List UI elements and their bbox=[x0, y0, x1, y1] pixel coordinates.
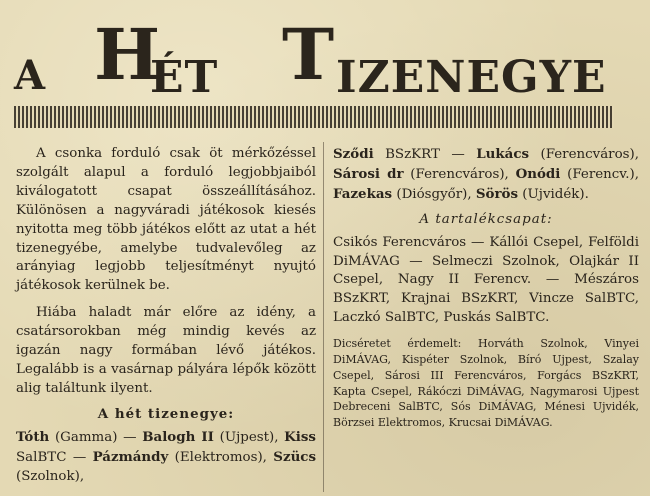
player-name: Pázmándy bbox=[92, 448, 169, 465]
reserve-team-paragraph: Csikós Ferencváros — Kállói Csepel, Felföldi DiMÁVAG — Selmeczi Szolnok, Olajkár II Csepel, Nagy II Ferencv. — Mészáros BSzKRT, Krajnai BSzKRT, Vincze SalBTC, Laczkó SalBTC, Puskás SalBTC. bbox=[333, 234, 639, 326]
separator: — bbox=[123, 429, 137, 445]
player-name: Kiss bbox=[284, 428, 316, 445]
player-club: (Ujpest), bbox=[219, 429, 279, 445]
player-club: (Diósgyőr), bbox=[396, 186, 472, 202]
separator: — bbox=[451, 147, 465, 162]
second-paragraph: Hiába haladt már előre az idény, a csatársorokban még mindig kevés az igazán nagy formában lévő játékos. Legalább is a vasárnap pályára lépők között alig találtunk ilyent. bbox=[16, 305, 316, 396]
player-club: (Ferencv.), bbox=[567, 166, 639, 182]
player-name: Sörös bbox=[475, 185, 519, 202]
player-club: (Elektromos), bbox=[174, 449, 267, 465]
player-club: (Ujvidék). bbox=[522, 186, 589, 202]
team-subheading: A hét tizenegye: bbox=[97, 405, 235, 422]
intro-paragraph: A csonka forduló csak öt mérkőzéssel szolgált alapul a forduló legjobbjaiból kiválogatott csapat összeállításához. Különösen a nagyváradi játékosok kiesés nyitotta meg több játékos előtt az utat a hét tizenegyébe, amelybe tudvalevőleg az arányiag legjobb teljesítményt nyujtó játékosok kerülnek be. bbox=[16, 146, 316, 294]
decorative-rule bbox=[14, 106, 614, 128]
headline-article: A bbox=[14, 52, 47, 99]
player-name: Sárosi dr bbox=[333, 165, 404, 182]
honorable-mentions-paragraph: Dicséretet érdemelt: Horváth Szolnok, Vinyei DiMÁVAG, Kispéter Szolnok, Bíró Ujpest, Szalay Csepel, Sárosi III Ferencváros, Forgács BSzKRT, Kapta Csepel, Rákóczi DiMÁVAG, Nagymarosi Ujpest Debreceni SalBTC, Sós DiMÁVAG, Ménesi Ujvidék, Börzsei Elektromos, Krucsai DiMÁVAG. bbox=[333, 337, 639, 430]
player-club: SalBTC bbox=[16, 449, 67, 465]
player-club: (Szolnok), bbox=[16, 468, 85, 484]
headline-word-het: ÉT bbox=[150, 52, 219, 103]
player-club: (Ferencváros), bbox=[540, 147, 639, 162]
team-list-continued bbox=[333, 145, 639, 205]
headline-word-tizenegye: IZENEGYE bbox=[336, 52, 607, 103]
separator: — bbox=[72, 449, 87, 465]
reserve-subheading: A tartalékcsapat: bbox=[419, 211, 553, 227]
player-name: Tóth bbox=[16, 428, 50, 445]
headline-initial-h: H bbox=[94, 13, 162, 96]
player-name: Onódi bbox=[515, 165, 561, 182]
headline bbox=[14, 10, 614, 103]
player-name: Balogh II bbox=[142, 428, 214, 445]
left-column bbox=[16, 145, 316, 486]
right-column bbox=[333, 145, 639, 431]
player-club: BSzKRT bbox=[385, 147, 440, 162]
player-club: (Gamma) bbox=[54, 429, 118, 445]
player-name: Fazekas bbox=[333, 185, 393, 202]
player-name: Lukács bbox=[476, 146, 530, 162]
column-divider bbox=[323, 142, 324, 492]
team-list bbox=[16, 428, 316, 487]
player-name: Szücs bbox=[273, 448, 316, 465]
headline-initial-t: T bbox=[282, 13, 336, 96]
player-name: Sződi bbox=[333, 146, 374, 162]
player-club: (Ferencváros), bbox=[410, 166, 509, 182]
